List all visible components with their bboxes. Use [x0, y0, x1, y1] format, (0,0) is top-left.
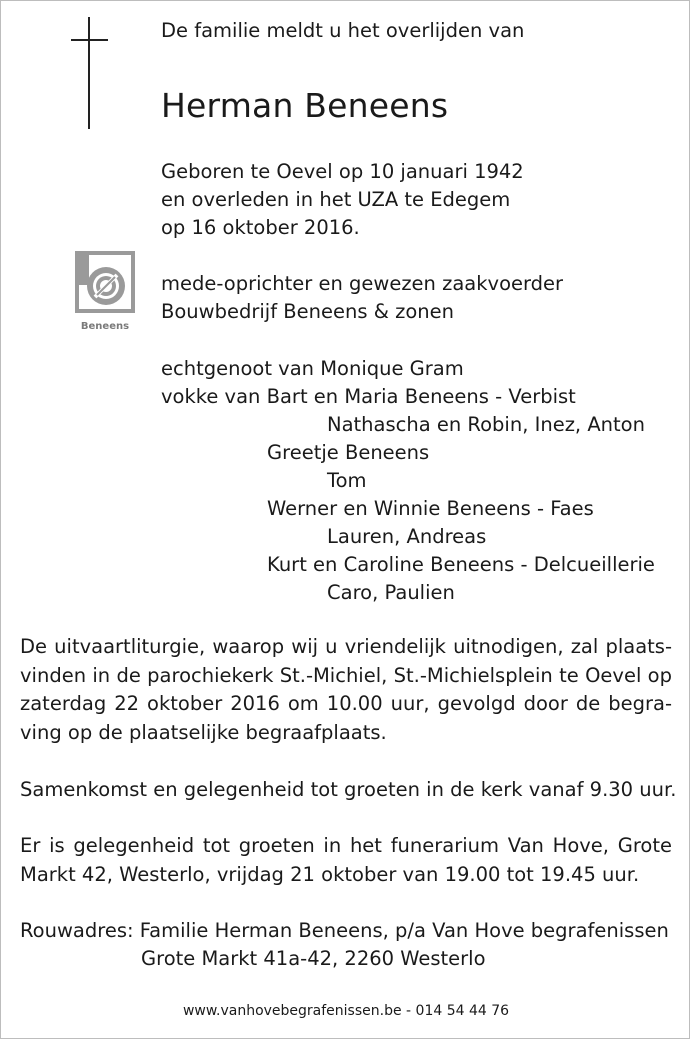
visitation-line-2: Markt 42, Westerlo, vrijdag 21 oktober van 19.00 tot 19.45 uur.: [20, 862, 640, 886]
family-line-1: vokke van Bart en Maria Beneens - Verbist: [161, 385, 576, 408]
cross-icon-vertical: [88, 17, 90, 129]
funeral-line-1: De uitvaartliturgie, waarop wij u vriendelijk uitnodigen, zal plaats-: [20, 635, 672, 658]
deceased-name: Herman Beneens: [161, 86, 449, 125]
visitation-line-1: Er is gelegenheid tot groeten in het funerarium Van Hove, Grote: [20, 834, 672, 857]
death-line: op 16 oktober 2016.: [161, 216, 360, 239]
grandchildren-line-3: Lauren, Andreas: [327, 525, 487, 548]
visitation-paragraph: [20, 832, 672, 889]
family-line-4: Kurt en Caroline Beneens - Delcueillerie: [267, 553, 655, 576]
grandchildren-line-1: Nathascha en Robin, Inez, Anton: [327, 413, 645, 436]
footer-contact: www.vanhovebegrafenissen.be - 014 54 44 76: [182, 1003, 510, 1019]
funeral-line-4: ving op de plaatselijke begraafplaats.: [20, 720, 387, 744]
role-line-1: mede-oprichter en gewezen zaakvoerder: [161, 272, 564, 295]
address-line-2: Grote Markt 41a-42, 2260 Westerlo: [141, 947, 486, 970]
birth-line-2: en overleden in het UZA te Edegem: [161, 188, 511, 211]
cross-icon-horizontal: [71, 39, 108, 41]
grandchildren-line-2: Tom: [327, 469, 367, 492]
address-line-1: Rouwadres: Familie Herman Beneens, p/a Van Hove begrafenissen: [20, 919, 669, 942]
role-line-2: Bouwbedrijf Beneens & zonen: [161, 300, 455, 323]
company-logo-text: Beneens: [80, 321, 130, 332]
company-logo-icon: [75, 251, 135, 317]
spouse-line: echtgenoot van Monique Gram: [161, 357, 464, 380]
grandchildren-line-4: Caro, Paulien: [327, 581, 455, 604]
funeral-paragraph: [20, 633, 672, 747]
gathering-text: Samenkomst en gelegenheid tot groeten in de kerk vanaf 9.30 uur.: [20, 778, 677, 801]
company-logo: [75, 251, 135, 331]
birth-line-1: Geboren te Oevel op 10 januari 1942: [161, 160, 524, 183]
intro-text: De familie meldt u het overlijden van: [161, 19, 525, 42]
funeral-line-2: vinden in de parochiekerk St.-Michiel, St.-Michielsplein te Oevel op: [20, 663, 672, 687]
funeral-line-3: zaterdag 22 oktober 2016 om 10.00 uur, gevolgd door de begra-: [20, 692, 672, 715]
family-line-2: Greetje Beneens: [267, 441, 430, 464]
family-line-3: Werner en Winnie Beneens - Faes: [267, 497, 594, 520]
